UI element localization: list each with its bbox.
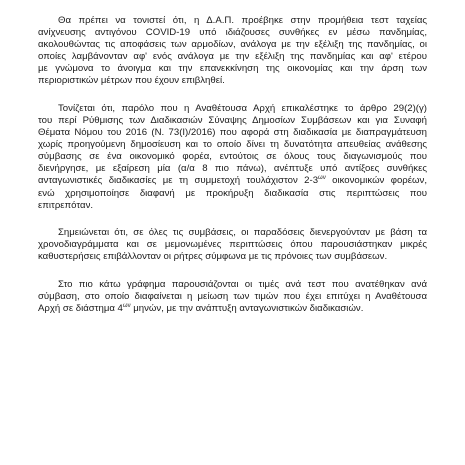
superscript: ων	[122, 302, 131, 309]
text-line: του περί Ρύθμισης των Διαδικασιών Σύναψης Δημοσίων Συμβάσεων και για Συναφή	[38, 114, 427, 126]
text-line: Σημειώνεται ότι, σε όλες τις συμβάσεις, οι παραδόσεις διενεργούνταν με βάση τα	[58, 227, 427, 238]
text-line: σύμβαση, στο οποίο διαφαίνεται η μείωση των τιμών που έχει επιτύχει η Αναθέτουσα	[38, 290, 427, 302]
paragraph-3	[38, 227, 427, 263]
text-segment: Αρχή σε διάστημα 4	[38, 302, 123, 314]
text-line-with-superscript	[38, 175, 427, 187]
paragraph-1	[38, 15, 427, 88]
text-line: χωρίς προηγούμενη δημοσίευση και το οποίο δίνει τη δυνατότητα απευθείας ανάθεσης	[38, 139, 427, 151]
text-line: οποίες λαμβάνονταν αφ' ενός ανάλογα με την εξέλιξη της πανδημίας και αφ' ετέρου	[38, 51, 427, 63]
paragraph-4	[38, 279, 427, 315]
text-line: καθυστερήσεις επιβάλλονταν οι ρήτρες σύμφωνα με τις πρόνοιες των συμβάσεων.	[38, 251, 388, 263]
text-line: Θέματα Νόμου του 2016 (Ν. 73(Ι)/2016) που αφορά στη διαδικασία με διαπραγμάτευση	[38, 127, 427, 139]
text-line: ακολουθώντας τις αποφάσεις των αρμοδίων, ανάλογα με την εξέλιξη της πανδημίας, οι	[38, 39, 427, 51]
text-segment: μηνών, με την ανάπτυξη ανταγωνιστικών διαδικασιών.	[130, 302, 364, 314]
text-line-with-superscript	[38, 303, 427, 315]
text-line: Θα πρέπει να τονιστεί ότι, η Δ.Α.Π. προέβηκε στην προμήθεια τεστ ταχείας	[58, 15, 427, 26]
text-line: ανίχνευσης αντιγόνου COVID-19 υπό ιδιάζουσες συνθήκες εν μέσω πανδημίας,	[38, 27, 427, 39]
text-line: επιτρεπόταν.	[38, 199, 94, 211]
text-segment: οικονομικών φορέων,	[325, 175, 427, 187]
text-line: διενήργησε, με εξαίρεση μία (α/α 8 πιο πάνω), ανέπτυξε υπό αντίξοες συνθήκες	[38, 163, 427, 175]
text-line: με γνώμονα το άνοιγμα και την επανεκκίνηση της οικονομίας και την άρση των	[38, 63, 427, 75]
paragraph-2	[38, 103, 427, 212]
text-line: χρονοδιαγράμματα και σε μεμονωμένες περιπτώσεις όπου παρουσιάστηκαν μικρές	[38, 239, 427, 251]
text-line: ενώ χρησιμοποίησε διαφανή με προκήρυξη διαδικασία στις περιπτώσεις που	[38, 187, 427, 199]
text-line: περιοριστικών μέτρων που έχουν επιβληθεί.	[38, 75, 225, 87]
text-segment: ανταγωνιστικές διαδικασίες με τη συμμετοχή τουλάχιστον 2-3	[38, 175, 319, 187]
text-line: Τονίζεται ότι, παρόλο που η Αναθέτουσα Αρχή επικαλέστηκε το άρθρο 29(2)(γ)	[58, 102, 427, 114]
text-line: σύμβασης σε ένα οικονομικό φορέα, εντούτοις σε όλους τους διαγωνισμούς που	[38, 151, 427, 163]
superscript: ων	[318, 175, 326, 182]
text-line: Στο πιο κάτω γράφημα παρουσιάζονται οι τιμές ανά τεστ που ανατέθηκαν ανά	[58, 278, 427, 290]
